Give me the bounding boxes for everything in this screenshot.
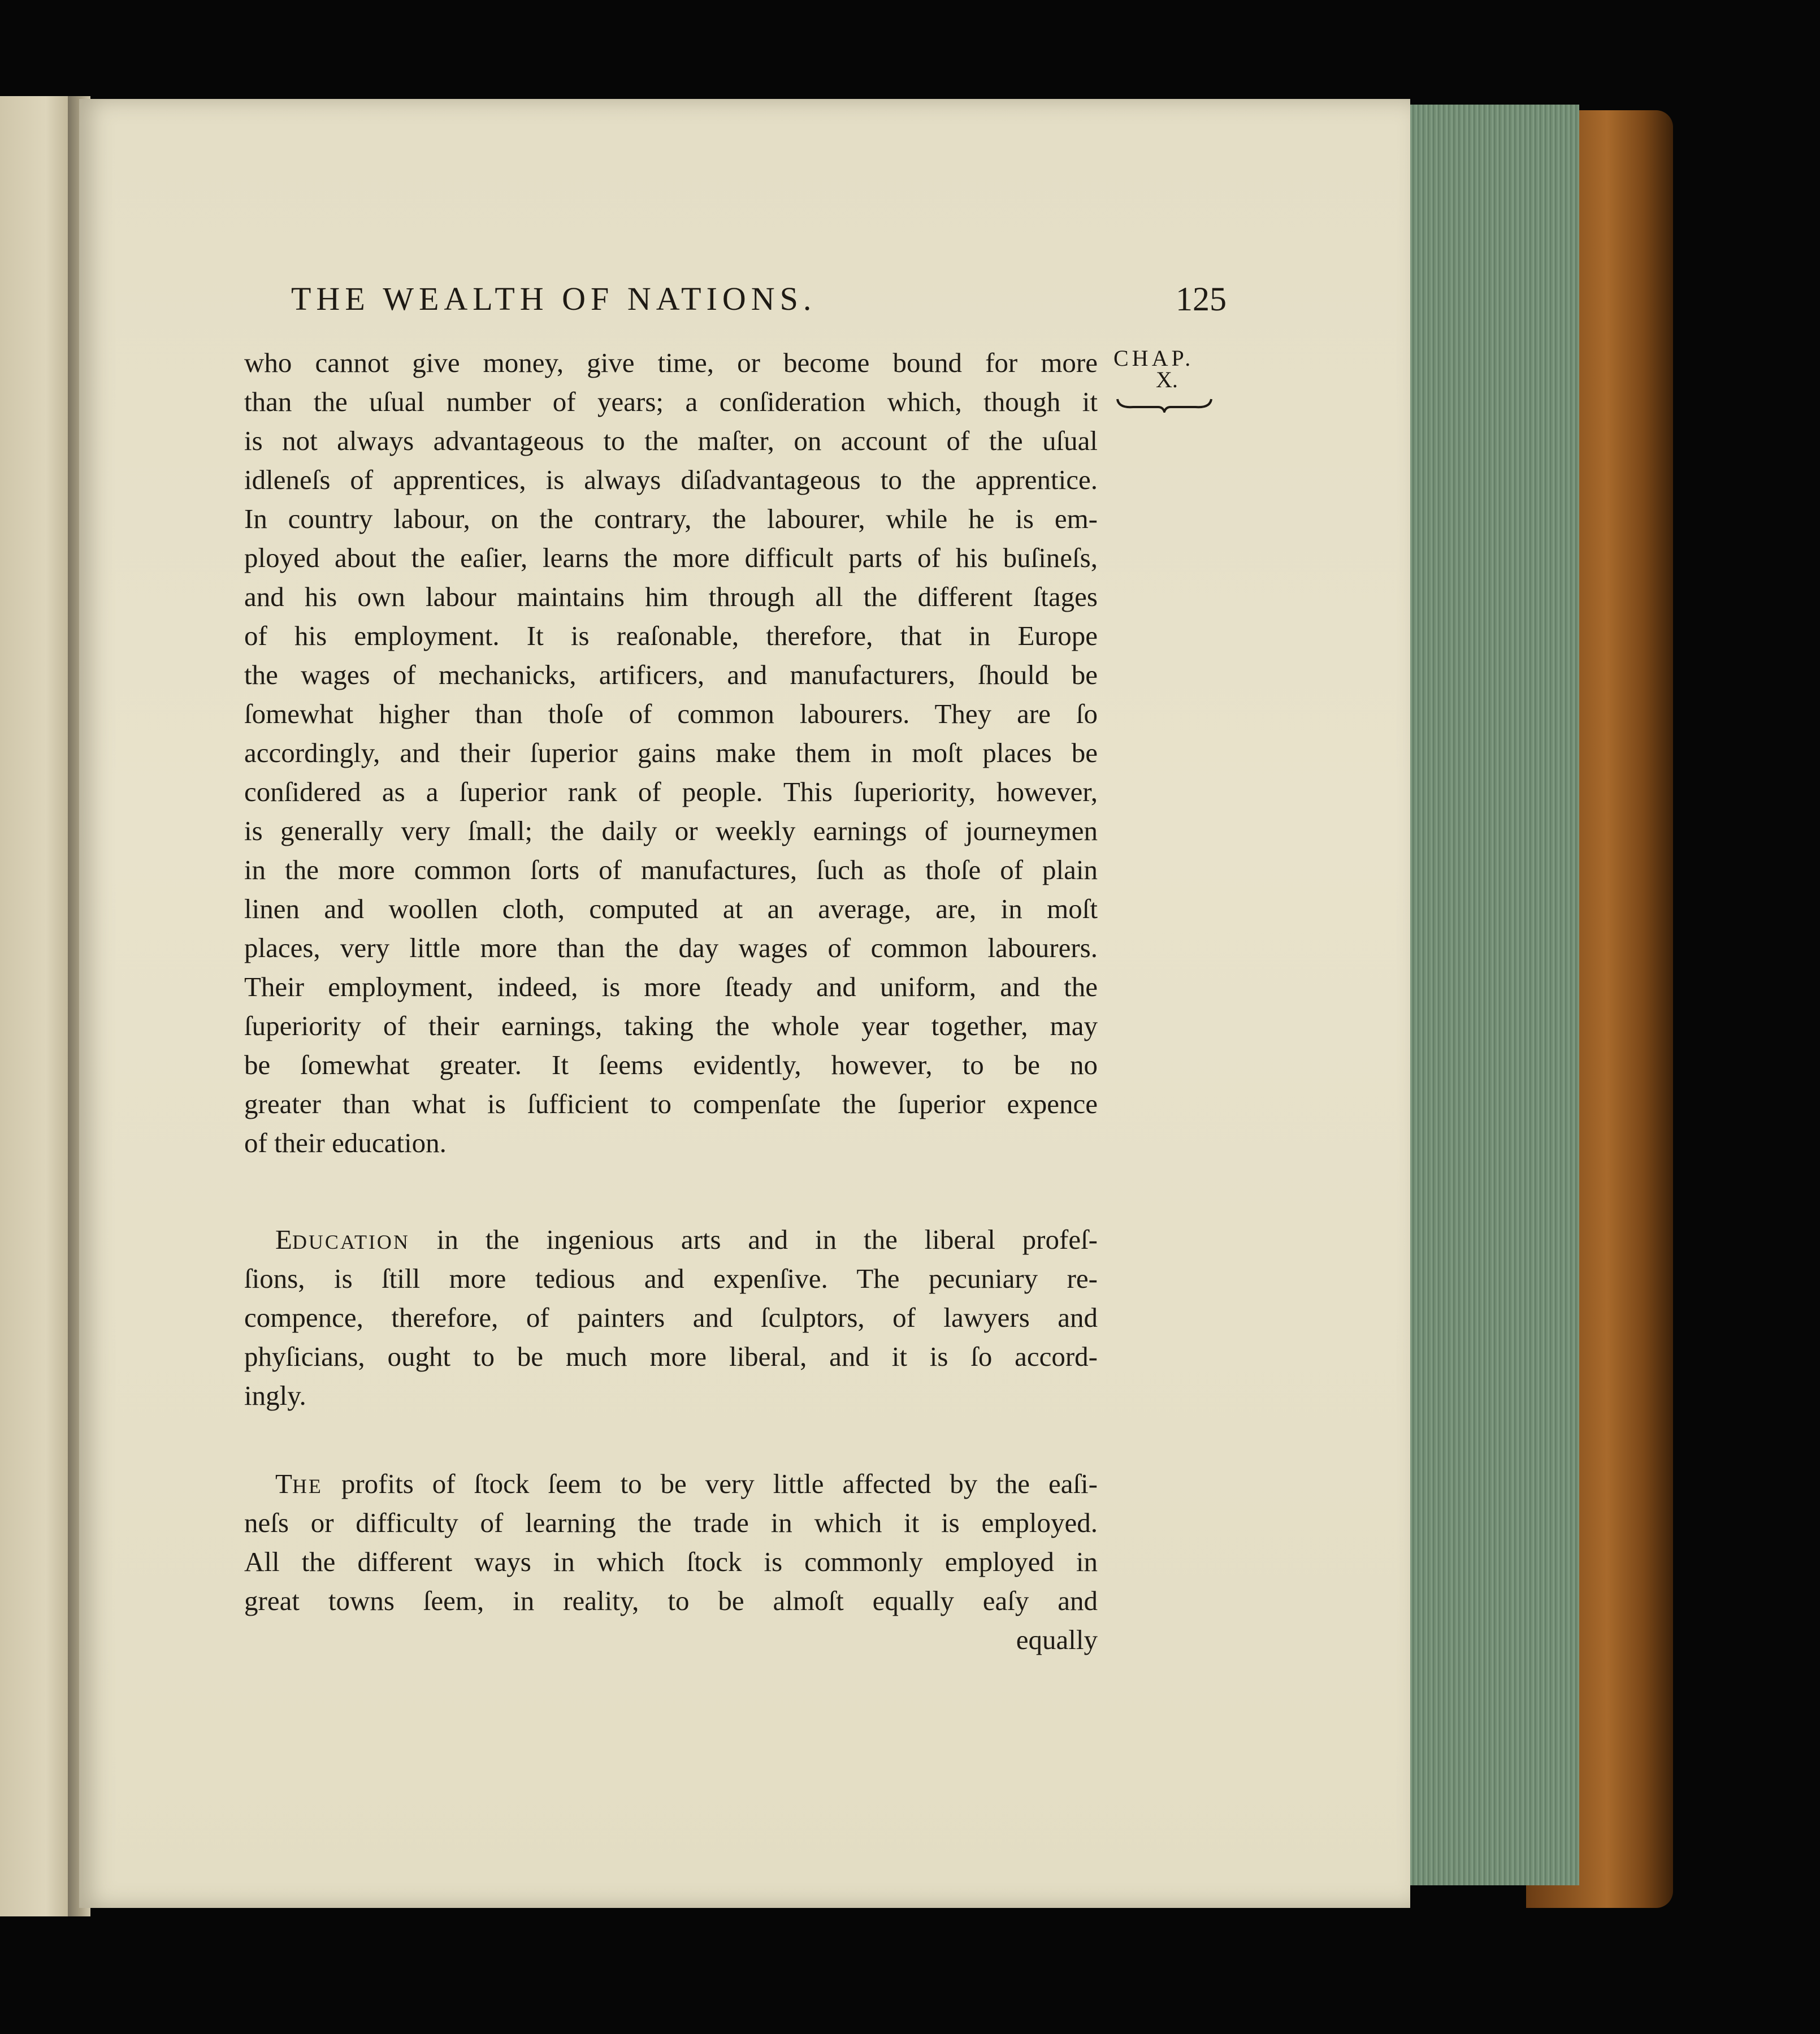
page-number: 125 xyxy=(1176,280,1227,318)
text-line: than the uſual number of years; a conſideration which, though it xyxy=(244,386,1098,417)
text-line: ſuperiority of their earnings, taking the whole year together, may xyxy=(244,1010,1098,1041)
small-caps-initial: E xyxy=(275,1224,292,1255)
text-line: greater than what is ſufficient to compenſate the ſuperior expence xyxy=(244,1088,1098,1119)
paragraph-2 xyxy=(244,1220,1098,1415)
text-line: be ſomewhat greater. It ſeems evidently, however, to be no xyxy=(244,1049,1098,1080)
small-caps-word: HE xyxy=(292,1475,323,1498)
text-line: neſs or difficulty of learning the trade in which it is employed. xyxy=(244,1507,1098,1538)
text-line: ſions, is ſtill more tedious and expenſive. The pecuniary re- xyxy=(244,1263,1098,1294)
text-line: the wages of mechanicks, artificers, and manufacturers, ſhould be xyxy=(244,659,1098,690)
text-line: of their education. xyxy=(244,1127,447,1158)
paragraph-1 xyxy=(244,343,1098,1162)
line-rest: in the ingenious arts and in the liberal profeſ- xyxy=(409,1224,1098,1255)
text-line: in the more common ſorts of manufactures, ſuch as thoſe of plain xyxy=(244,854,1098,885)
text-line: In country labour, on the contrary, the labourer, while he is em- xyxy=(244,503,1098,534)
text-line: is generally very ſmall; the daily or weekly earnings of journeymen xyxy=(244,815,1098,846)
text-line: ingly. xyxy=(244,1380,306,1411)
text-line: places, very little more than the day wages of common labourers. xyxy=(244,932,1098,963)
page-edges xyxy=(1407,105,1579,1885)
text-line: who cannot give money, give time, or become bound for more xyxy=(244,347,1098,378)
text-line xyxy=(244,1220,1098,1259)
text-line: idleneſs of apprentices, is always diſadvantageous to the apprentice. xyxy=(244,464,1098,495)
text-line xyxy=(244,1464,1098,1503)
text-line: Their employment, indeed, is more ſteady and uniform, and the xyxy=(244,971,1098,1002)
text-line: conſidered as a ſuperior rank of people. This ſuperiority, however, xyxy=(244,776,1098,807)
text-line: linen and woollen cloth, computed at an average, are, in moſt xyxy=(244,893,1098,924)
chapter-number: X. xyxy=(1156,367,1178,392)
catchword: equally xyxy=(1016,1624,1098,1655)
small-caps-initial: T xyxy=(275,1468,292,1499)
paragraph-3 xyxy=(244,1464,1098,1659)
text-line: of his employment. It is reaſonable, therefore, that in Europe xyxy=(244,620,1098,651)
text-line: phyſicians, ought to be much more liberal, and it is ſo accord- xyxy=(244,1341,1098,1372)
running-title: THE WEALTH OF NATIONS. xyxy=(291,280,817,317)
text-line: accordingly, and their ſuperior gains make them in moſt places be xyxy=(244,737,1098,768)
text-line: is not always advantageous to the maſter, on account of the uſual xyxy=(244,425,1098,456)
text-line: ployed about the eaſier, learns the more difficult parts of his buſineſs, xyxy=(244,542,1098,573)
text-line: and his own labour maintains him through all the different ſtages xyxy=(244,581,1098,612)
text-line: ſomewhat higher than thoſe of common labourers. They are ſo xyxy=(244,698,1098,729)
text-line: All the different ways in which ſtock is commonly employed in xyxy=(244,1546,1098,1577)
brace-icon xyxy=(1116,396,1212,413)
facing-page xyxy=(0,96,76,1916)
text-line: compence, therefore, of painters and ſculptors, of lawyers and xyxy=(244,1302,1098,1333)
line-rest: profits of ſtock ſeem to be very little affected by the eaſi- xyxy=(322,1468,1098,1499)
small-caps-word: DUCATION xyxy=(292,1231,410,1253)
text-line: great towns ſeem, in reality, to be almoſt equally eaſy and xyxy=(244,1585,1098,1616)
chapter-label: CHAP. xyxy=(1113,345,1194,371)
